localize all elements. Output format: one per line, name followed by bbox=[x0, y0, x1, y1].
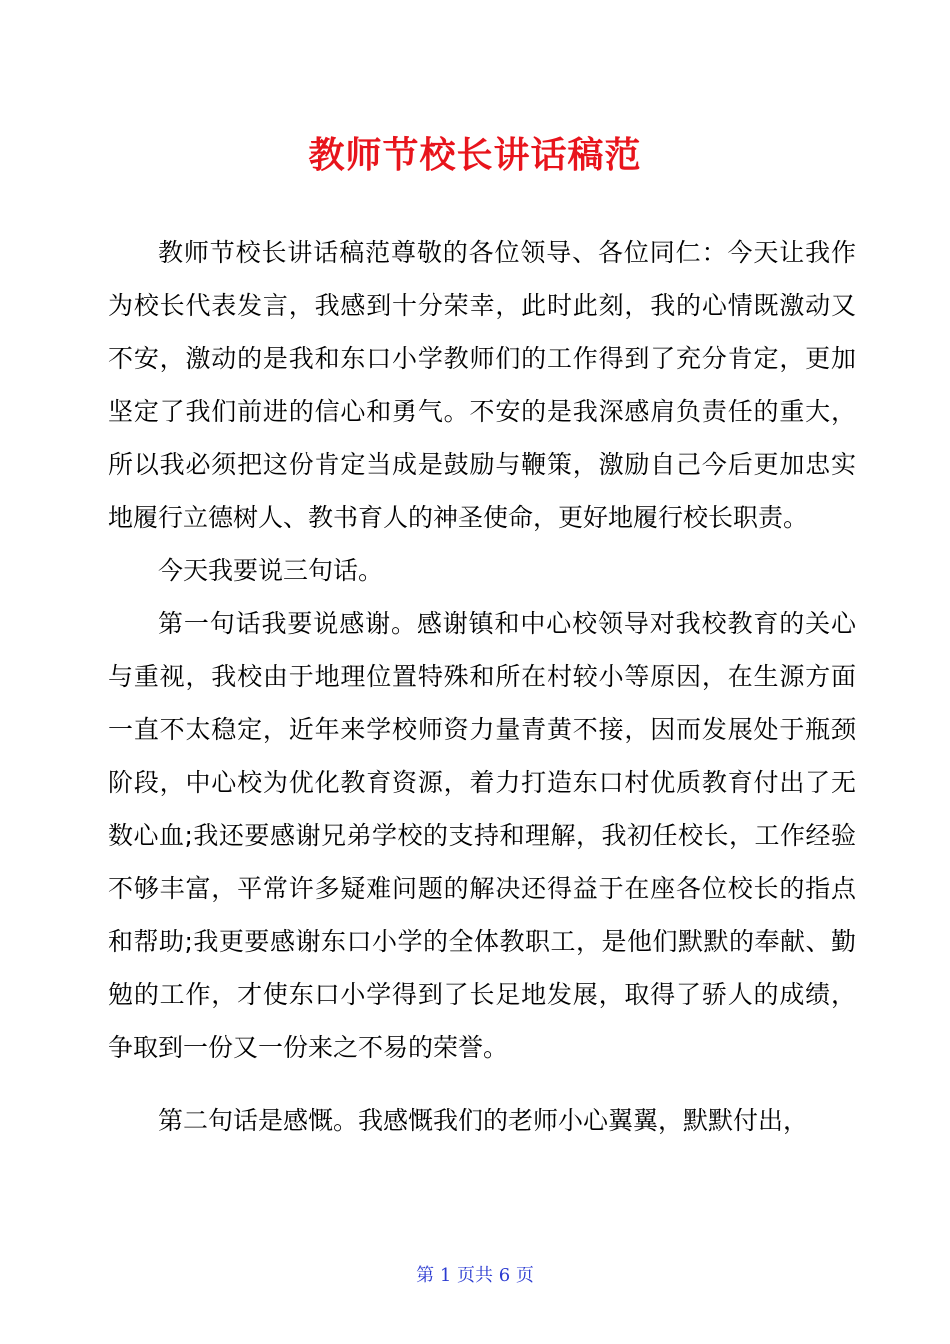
paragraph-gratitude: 第一句话我要说感谢。感谢镇和中心校领导对我校教育的关心与重视，我校由于地理位置特殊和所在村较小等原因，在生源方面一直不太稳定，近年来学校师资力量青黄不接，因而发展处于瓶颈阶段，中心校为优化教育资源，着力打造东口村优质教育付出了无数心血;我还要感谢兄弟学校的支持和理解，我初任校长，工作经验不够丰富，平常许多疑难问题的解决还得益于在座各位校长的指点和帮助;我更要感谢东口小学的全体教职工，是他们默默的奉献、勤勉的工作，才使东口小学得到了长足地发展，取得了骄人的成绩，争取到一份又一份来之不易的荣誉。 bbox=[108, 609, 856, 1062]
paragraph-intro: 教师节校长讲话稿范尊敬的各位领导、各位同仁：今天让我作为校长代表发言，我感到十分荣幸，此时此刻，我的心情既激动又不安，激动的是我和东口小学教师们的工作得到了充分肯定，更加坚定了我们前进的信心和勇气。不安的是我深感肩负责任的重大，所以我必须把这份肯定当成是鼓励与鞭策，激励自己今后更加忠实地履行立德树人、教书育人的神圣使命，更好地履行校长职责。 bbox=[108, 238, 856, 532]
paragraph-reflection: 第二句话是感慨。我感慨我们的老师小心翼翼，默默付出， bbox=[158, 1106, 809, 1135]
paragraph-three-sentences: 今天我要说三句话。 bbox=[158, 556, 384, 585]
document-body bbox=[108, 226, 856, 1147]
document-title: 教师节校长讲话稿范 bbox=[308, 135, 642, 177]
page-number: 第 1 页共 6 页 bbox=[416, 1265, 534, 1286]
